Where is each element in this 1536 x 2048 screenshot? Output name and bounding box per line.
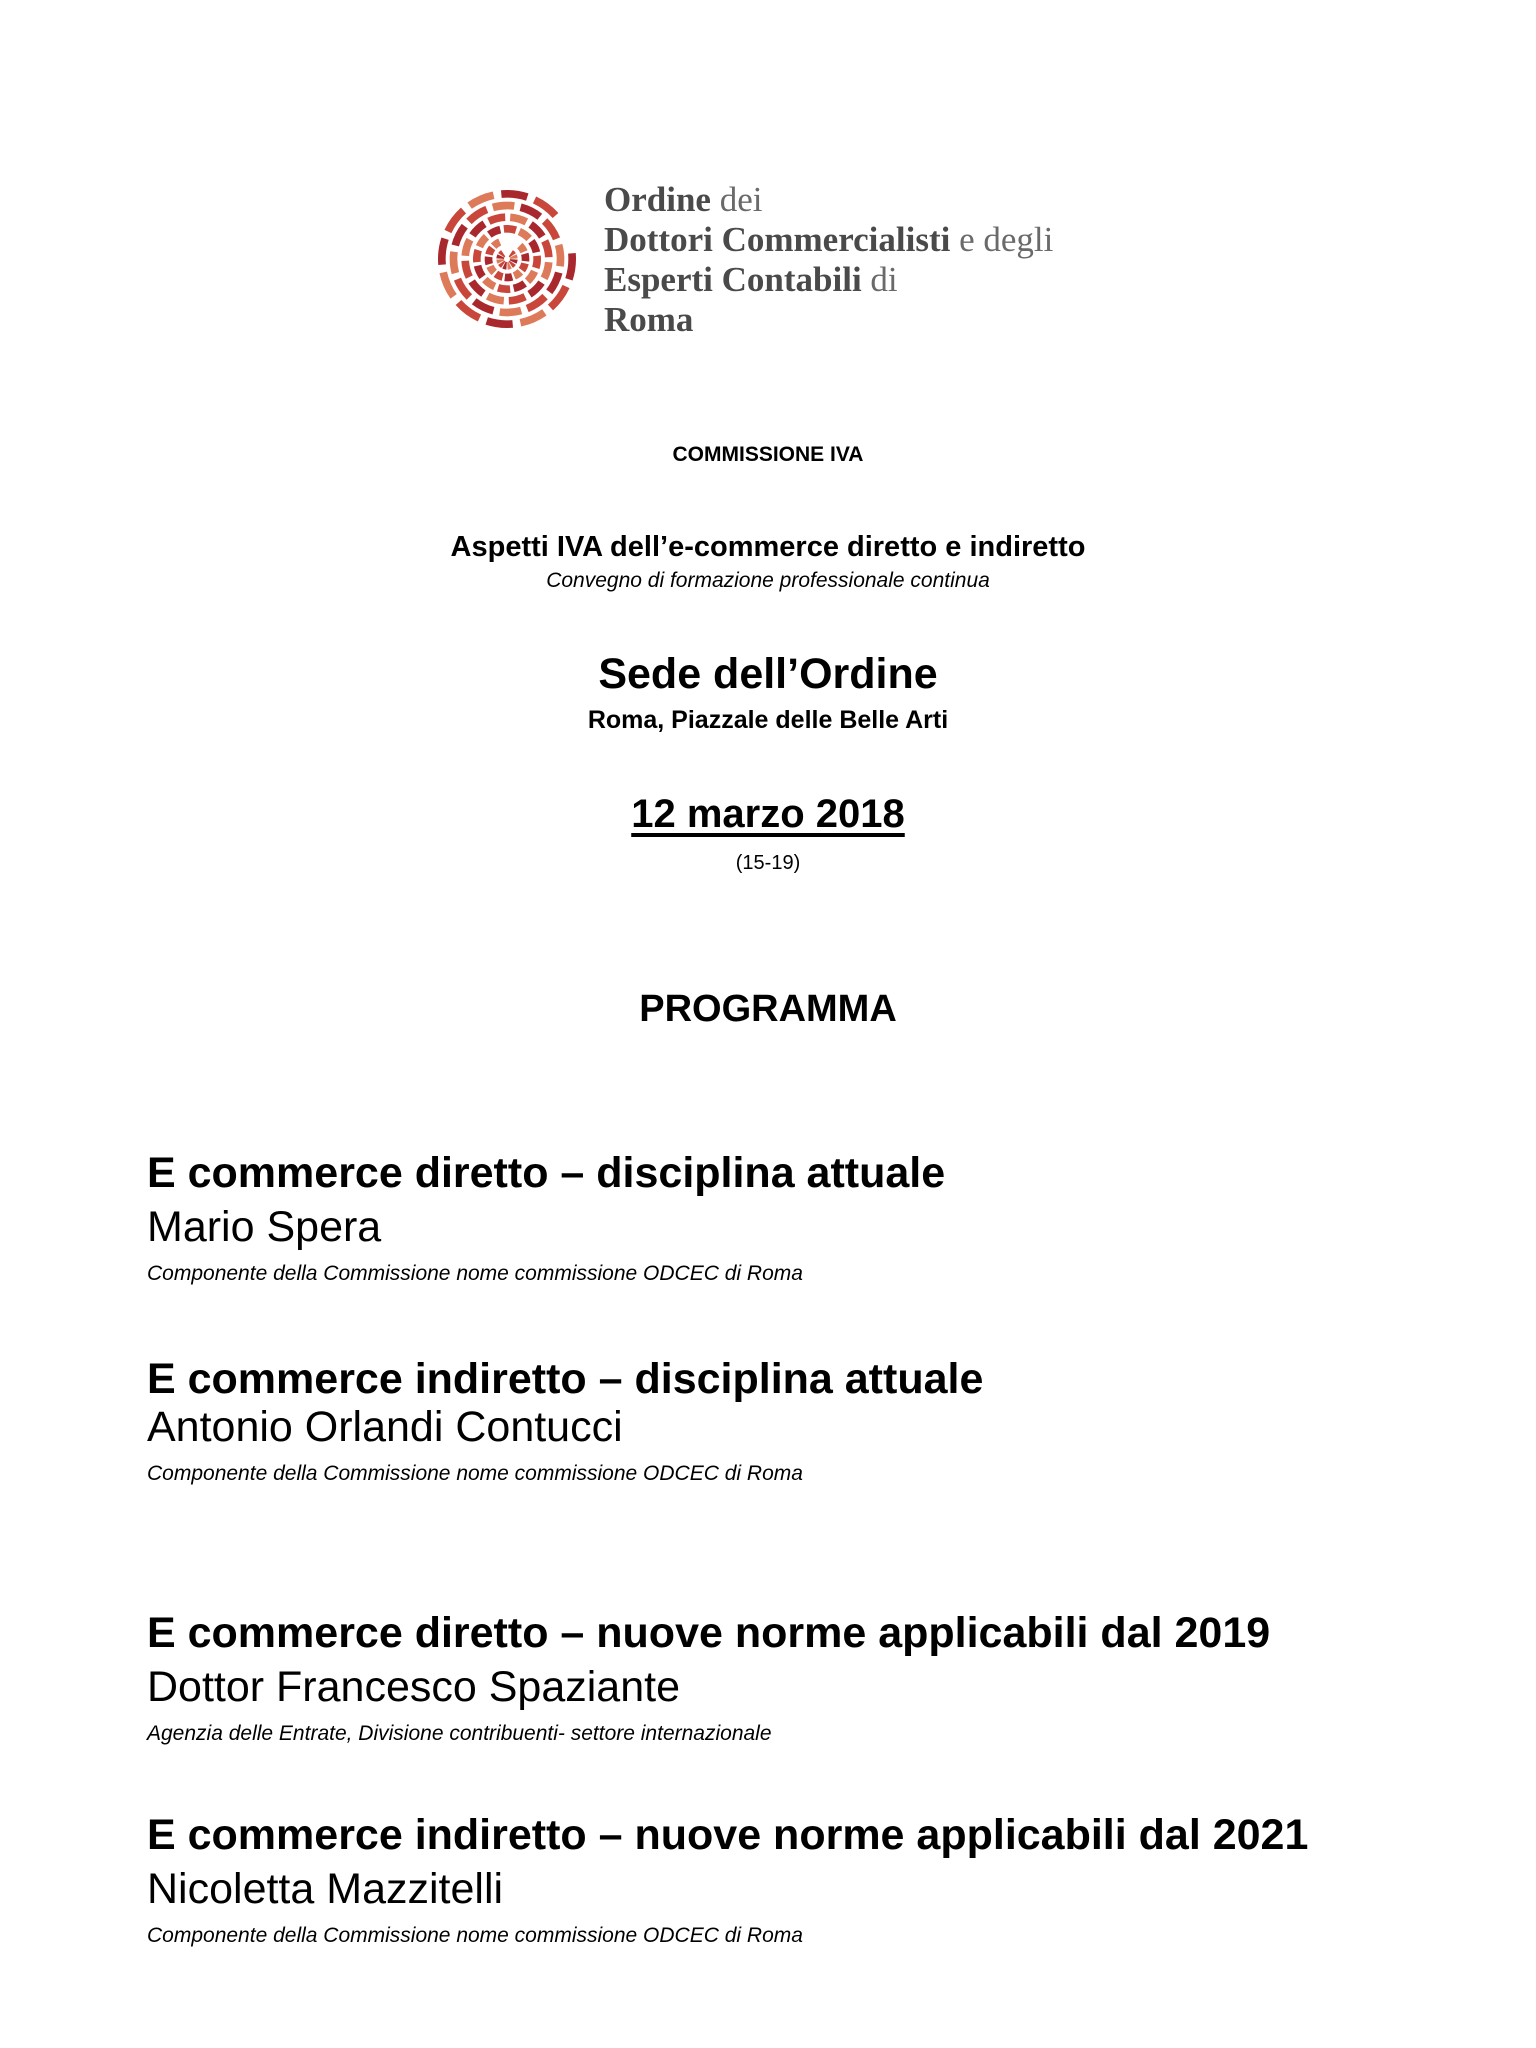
globe-tile [565,253,576,280]
globe-tile [476,234,489,248]
globe-tile [541,239,552,257]
globe-logo-icon [432,184,582,334]
globe-tile [525,270,538,284]
programma-heading: PROGRAMMA [639,988,897,1030]
globe-tile [520,309,547,326]
globe-tile [485,246,495,256]
globe-tile [510,213,528,225]
program-item [147,1808,1402,1950]
globe-tile [513,269,523,279]
globe-tile [439,272,456,299]
globe-tile [466,206,488,224]
globe-tile [501,190,528,201]
globe-tile [497,284,511,293]
logo-line-3: Esperti Contabili di [604,260,898,299]
globe-tile [487,213,505,224]
program-item-speaker: Dottor Francesco Spaziante [147,1663,680,1711]
odcec-logo [432,180,1132,340]
globe-tile [461,238,473,256]
globe-tile [555,244,564,267]
globe-tile [521,253,529,262]
logo-line-1: Ordine dei [604,180,763,219]
globe-tile [518,228,532,241]
program-item-title: E commerce indiretto – nuove norme applicabili dal 2021 [147,1811,1309,1859]
logo-line-2: Dottori Commercialisti e degli [604,220,1054,259]
event-title: Aspetti IVA dell’e-commerce diretto e indiretto [450,531,1086,563]
globe-tile [509,293,527,304]
globe-tile [438,238,449,265]
program-item [147,1146,1402,1288]
program-item-speaker: Nicoletta Mazzitelli [147,1865,504,1913]
logo-text [604,180,1053,340]
program-item-speaker: Mario Spera [147,1203,382,1251]
program-item-title: E commerce indiretto – disciplina attuale [147,1355,984,1403]
globe-tile [541,262,553,280]
globe-tile [503,225,517,234]
program-item-role: Componente della Commissione nome commissione ODCEC di Roma [147,1462,803,1485]
program-item-role: Componente della Commissione nome commissione ODCEC di Roma [147,1924,803,1947]
globe-tile [487,226,501,238]
globe-tile [526,294,548,312]
event-venue: Sede dell’Ordine [598,650,938,698]
globe-tile [486,317,513,328]
program-item-title: E commerce diretto – nuove norme applicabili dal 2019 [147,1609,1271,1657]
program-item [147,1352,1402,1488]
globe-tile [461,261,472,279]
commission-label: COMMISSIONE IVA [672,443,864,466]
globe-tile [492,202,515,211]
program-item-role: Agenzia delle Entrate, Divisione contribuenti- settore internazionale [147,1722,772,1745]
globe-tile [499,307,522,316]
globe-tile [474,265,486,279]
event-date: 12 marzo 2018 [631,792,905,836]
program-item-role: Componente della Commissione nome commissione ODCEC di Roma [147,1262,803,1285]
globe-tile [504,273,513,281]
globe-tile [450,251,459,274]
globe-tile [528,239,540,253]
globe-tile [467,191,494,208]
globe-tile [542,218,560,240]
logo-line-4: Roma [604,300,694,339]
globe-tile [485,256,493,265]
event-time: (15-19) [735,852,801,874]
event-address: Roma, Piazzale delle Belle Arti [587,706,949,734]
globe-tile [486,293,504,305]
event-subtitle: Convegno di formazione professionale continua [546,569,990,592]
globe-tile [517,243,527,253]
globe-tile [454,278,472,300]
globe-tile [482,277,496,290]
globe-tile [519,262,529,272]
globe-tile [486,265,496,275]
program-item [147,1606,1402,1748]
globe-tile [513,280,527,292]
program-item-speaker: Antonio Orlandi Contucci [147,1403,623,1451]
globe-tile [532,255,541,269]
program-item-title: E commerce diretto – disciplina attuale [147,1149,946,1197]
globe-tile [491,238,501,248]
globe-tile [494,271,504,281]
globe-tile [473,249,482,263]
